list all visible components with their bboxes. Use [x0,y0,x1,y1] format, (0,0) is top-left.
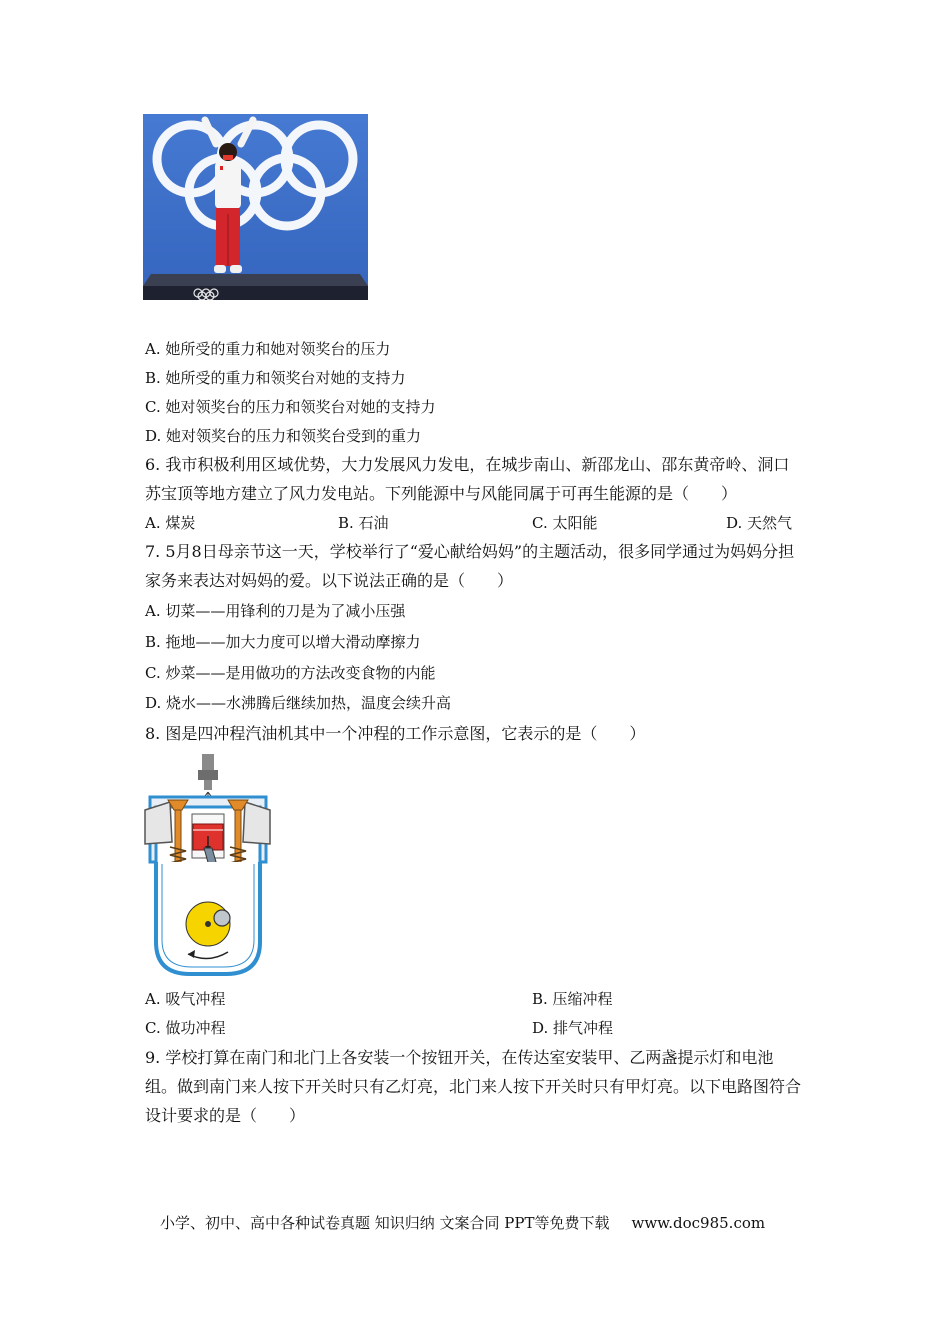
q7-option-c: C. 炒菜——是用做功的方法改变食物的内能 [145,664,436,682]
q5-option-a: A. 她所受的重力和她对领奖台的压力 [145,340,391,358]
q7-stem: 7. 5月8日母亲节这一天，学校举行了“爱心献给妈妈”的主题活动，很多同学通过为妈妈分担家务来表达对妈妈的爱。以下说法正确的是（ ） [145,542,795,590]
q5-option-d: D. 她对领奖台的压力和领奖台受到的重力 [145,427,422,445]
q8-option-a: A. 吸气冲程 [145,990,226,1008]
footer-text: 小学、初中、高中各种试卷真题 知识归纳 文案合同 PPT等免费下载 [160,1214,610,1232]
page-footer [160,1213,765,1233]
q7-option-d: D. 烧水——水沸腾后继续加热，温度会续升高 [145,694,452,712]
q8-option-d: D. 排气冲程 [532,1019,614,1037]
q5-option-b: B. 她所受的重力和领奖台对她的支持力 [145,369,406,387]
q7-option-b: B. 拖地——加大力度可以增大滑动摩擦力 [145,633,421,651]
footer-url[interactable]: www.doc985.com [631,1214,766,1232]
q6-option-d: D. 天然气 [726,514,793,532]
q8-option-c: C. 做功冲程 [145,1019,226,1037]
engine-diagram [140,752,275,980]
q5-option-c: C. 她对领奖台的压力和领奖台对她的支持力 [145,398,436,416]
q8-stem: 8. 图是四冲程汽油机其中一个冲程的工作示意图，它表示的是（ ） [145,724,646,743]
q8-option-b: B. 压缩冲程 [532,990,613,1008]
q6-stem: 6. 我市积极利用区域优势，大力发展风力发电，在城步南山、新邵龙山、邵东黄帝岭、洞口苏宝顶等地方建立了风力发电站。下列能源中与风能同属于可再生能源的是（ ） [145,455,790,503]
podium-photo [143,114,368,300]
q6-option-b: B. 石油 [338,514,389,532]
q6-option-a: A. 煤炭 [145,514,196,532]
q7-option-a: A. 切菜——用锋利的刀是为了减小压强 [145,602,406,620]
q9-stem: 9. 学校打算在南门和北门上各安装一个按钮开关，在传达室安装甲、乙两盏提示灯和电池组。做到南门来人按下开关时只有乙灯亮，北门来人按下开关时只有甲灯亮。以下电路图符合设计要求的是（ ） [145,1048,802,1125]
q6-option-c: C. 太阳能 [532,514,598,532]
